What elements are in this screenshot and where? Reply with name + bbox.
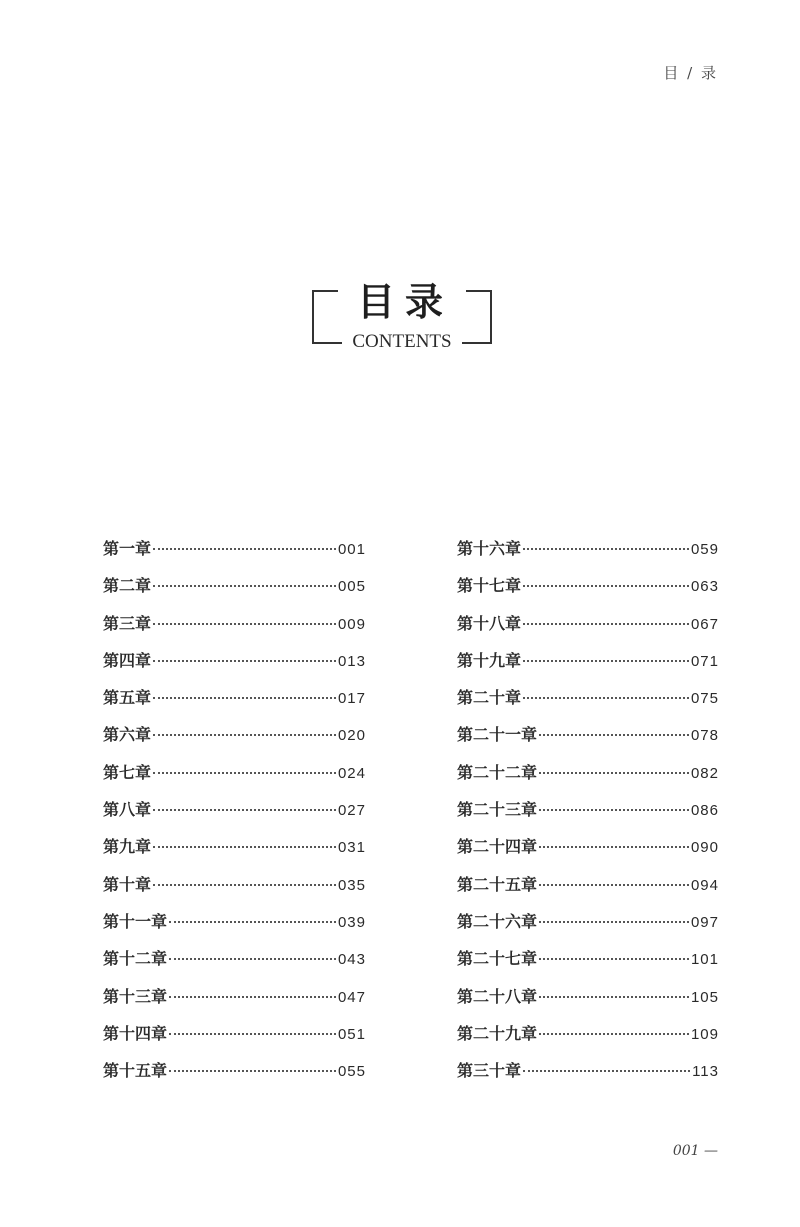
toc-chapter-label: 第二十八章	[457, 986, 538, 1006]
toc-page-number: 105	[690, 988, 719, 1006]
toc-chapter-label: 第二十二章	[457, 762, 538, 782]
toc-chapter-label: 第三章	[103, 613, 152, 633]
toc-chapter-label: 第十八章	[457, 613, 522, 633]
toc-dot-leader	[539, 996, 689, 998]
toc-chapter-label: 第二十五章	[457, 874, 538, 894]
toc-chapter-label: 第十四章	[103, 1023, 168, 1043]
toc-dot-leader	[523, 660, 689, 662]
toc-entry[interactable]	[103, 1021, 366, 1058]
toc-entry[interactable]	[457, 872, 719, 909]
toc-page-number: 113	[692, 1063, 719, 1081]
toc-page-number: 043	[337, 951, 366, 969]
toc-entry[interactable]	[457, 760, 719, 797]
toc-chapter-label: 第九章	[103, 837, 152, 857]
toc-page-number: 051	[337, 1025, 366, 1043]
toc-entry[interactable]	[457, 685, 719, 722]
toc-entry[interactable]	[103, 536, 366, 573]
toc-chapter-label: 第十六章	[457, 539, 522, 558]
toc-chapter-label: 第二十章	[457, 688, 522, 708]
toc-chapter-label: 第三十章	[457, 1061, 522, 1081]
toc-page-number: 047	[337, 988, 366, 1006]
toc-dot-leader	[153, 884, 336, 886]
toc-dot-leader	[523, 697, 689, 699]
toc-page-number: 055	[337, 1063, 366, 1081]
toc-chapter-label: 第五章	[103, 688, 152, 708]
page-number: 001 —	[672, 1143, 718, 1159]
toc-chapter-label: 第七章	[103, 762, 152, 782]
toc-chapter-label: 第八章	[103, 800, 152, 820]
toc-chapter-label: 第六章	[103, 725, 152, 745]
toc-entry[interactable]	[457, 1021, 719, 1058]
toc-entry[interactable]	[103, 648, 366, 685]
toc-dot-leader	[153, 548, 336, 550]
page-subtitle: CONTENTS	[352, 331, 452, 352]
toc-entry[interactable]	[103, 760, 366, 797]
toc-dot-leader	[539, 809, 689, 811]
toc-dot-leader	[539, 884, 689, 886]
toc-page-number: 013	[337, 652, 366, 670]
page-title: 目录	[356, 279, 453, 324]
toc-chapter-label: 第一章	[103, 539, 152, 558]
toc-page-number: 078	[690, 727, 719, 745]
toc-page-number: 097	[690, 913, 719, 931]
toc-dot-leader	[153, 809, 336, 811]
toc-entry[interactable]	[103, 909, 366, 946]
toc-chapter-label: 第十一章	[103, 911, 168, 931]
toc-chapter-label: 第十七章	[457, 576, 522, 596]
toc-entry[interactable]	[457, 648, 719, 685]
toc-page-number: 101	[690, 951, 719, 969]
toc-dot-leader	[153, 585, 336, 587]
toc-page-number: 059	[690, 541, 719, 558]
toc-chapter-label: 第二十一章	[457, 725, 538, 745]
toc-entry[interactable]	[103, 722, 366, 759]
toc-dot-leader	[169, 958, 336, 960]
toc-entry[interactable]	[457, 984, 719, 1021]
toc-dot-leader	[539, 921, 689, 923]
toc-dot-leader	[153, 697, 336, 699]
toc-entry[interactable]	[103, 834, 366, 871]
toc-page-number: 071	[690, 652, 719, 670]
toc-chapter-label: 第十三章	[103, 986, 168, 1006]
toc-entry[interactable]	[457, 797, 719, 834]
toc-dot-leader	[523, 1070, 690, 1072]
toc-dot-leader	[153, 660, 336, 662]
toc-entry[interactable]	[457, 1058, 719, 1095]
toc-dot-leader	[539, 734, 689, 736]
toc-page-number: 063	[690, 578, 719, 596]
toc-dot-leader	[169, 1070, 336, 1072]
toc-chapter-label: 第十五章	[103, 1061, 168, 1081]
toc-page-number: 001	[337, 541, 366, 558]
toc-entry[interactable]	[103, 611, 366, 648]
toc-page-number: 094	[690, 876, 719, 894]
toc-chapter-label: 第四章	[103, 650, 152, 670]
toc-chapter-label: 第十九章	[457, 650, 522, 670]
toc-dot-leader	[169, 1033, 336, 1035]
toc-entry[interactable]	[457, 946, 719, 983]
toc-chapter-label: 第二章	[103, 576, 152, 596]
toc-dot-leader	[523, 623, 689, 625]
toc-dot-leader	[539, 1033, 689, 1035]
toc-column-right	[457, 536, 719, 1095]
toc-page-number: 031	[337, 839, 366, 857]
toc-page-number: 020	[337, 727, 366, 745]
toc-entry[interactable]	[103, 797, 366, 834]
toc-page-number: 082	[690, 764, 719, 782]
toc-entry[interactable]	[103, 685, 366, 722]
toc-page-number: 027	[337, 802, 366, 820]
toc-column-left	[103, 536, 366, 1095]
toc-dot-leader	[153, 846, 336, 848]
toc-dot-leader	[169, 996, 336, 998]
running-head: 目 / 录	[663, 64, 718, 82]
toc-entry[interactable]	[103, 573, 366, 610]
toc-page-number: 035	[337, 876, 366, 894]
toc-page-number: 017	[337, 690, 366, 708]
toc-entry[interactable]	[103, 946, 366, 983]
toc-entry[interactable]	[103, 984, 366, 1021]
toc-chapter-label: 第二十三章	[457, 800, 538, 820]
toc-dot-leader	[523, 548, 689, 550]
toc-dot-leader	[153, 772, 336, 774]
toc-page-number: 067	[690, 615, 719, 633]
contents-title-block	[312, 279, 492, 352]
toc-chapter-label: 第二十七章	[457, 949, 538, 969]
toc-dot-leader	[539, 772, 689, 774]
toc-page-number: 005	[337, 578, 366, 596]
toc-chapter-label: 第二十四章	[457, 837, 538, 857]
toc-page-number: 039	[337, 913, 366, 931]
toc-chapter-label: 第十章	[103, 874, 152, 894]
toc-dot-leader	[539, 846, 689, 848]
toc-chapter-label: 第二十六章	[457, 911, 538, 931]
toc-page-number: 009	[337, 615, 366, 633]
toc-chapter-label: 第二十九章	[457, 1023, 538, 1043]
toc-dot-leader	[539, 958, 689, 960]
toc-chapter-label: 第十二章	[103, 949, 168, 969]
toc-dot-leader	[169, 921, 336, 923]
toc-entry[interactable]	[457, 722, 719, 759]
toc-entry[interactable]	[457, 536, 719, 573]
toc-entry[interactable]	[457, 611, 719, 648]
toc-entry[interactable]	[457, 573, 719, 610]
toc-dot-leader	[153, 623, 336, 625]
toc-dot-leader	[523, 585, 689, 587]
toc-page-number: 086	[690, 802, 719, 820]
toc-page-number: 109	[690, 1025, 719, 1043]
toc-entry[interactable]	[103, 872, 366, 909]
toc-page-number: 024	[337, 764, 366, 782]
toc-page-number: 090	[690, 839, 719, 857]
toc-entry[interactable]	[457, 834, 719, 871]
toc-entry[interactable]	[103, 1058, 366, 1095]
toc-page-number: 075	[690, 690, 719, 708]
toc-entry[interactable]	[457, 909, 719, 946]
toc-dot-leader	[153, 734, 336, 736]
